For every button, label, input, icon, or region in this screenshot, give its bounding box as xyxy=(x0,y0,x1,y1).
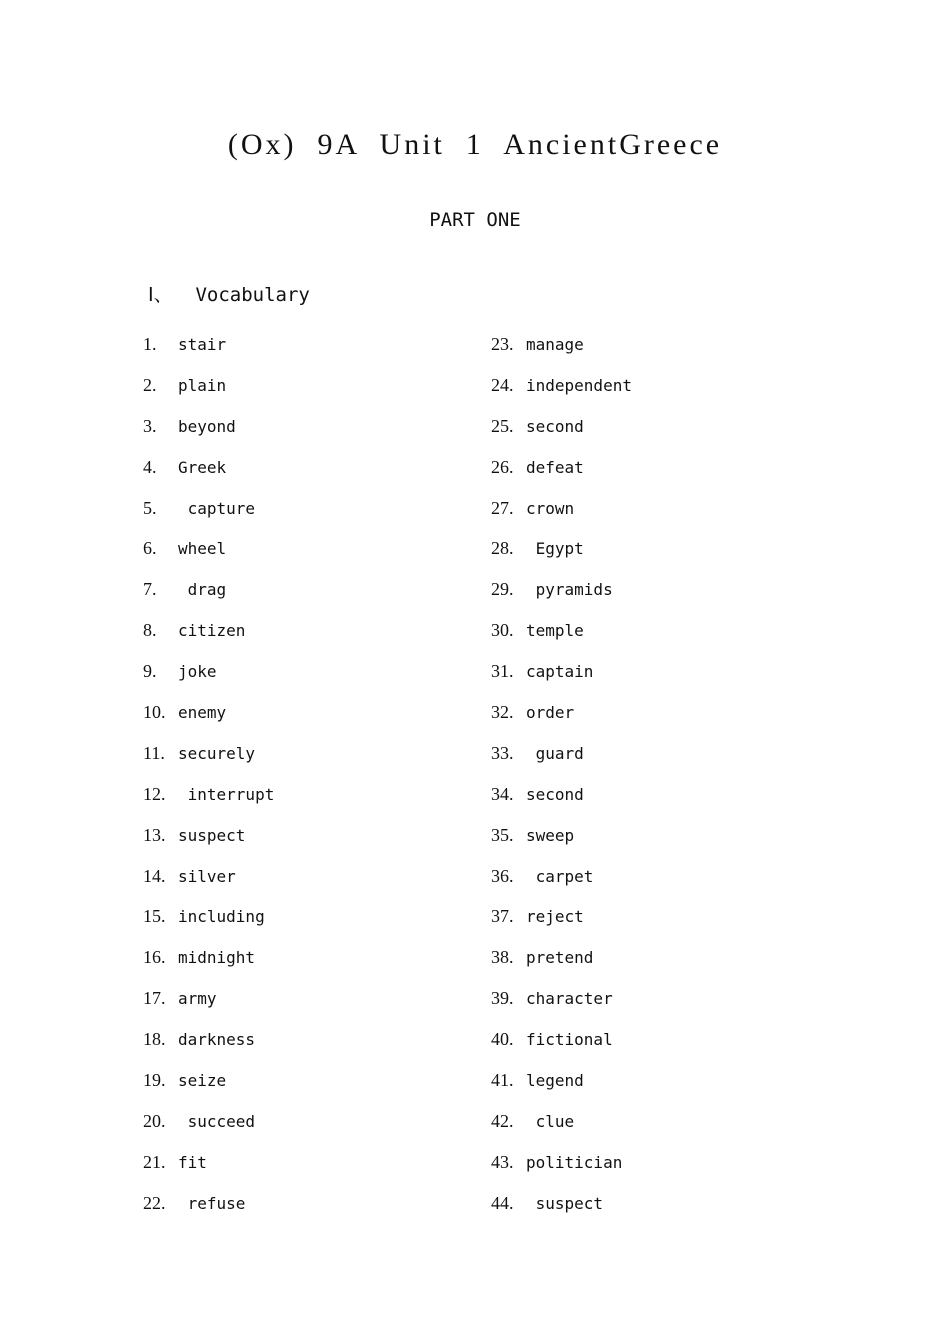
vocabulary-item-number: 26. xyxy=(491,456,514,477)
vocabulary-item-number: 10. xyxy=(143,702,166,723)
vocabulary-item-word: wheel xyxy=(178,539,227,559)
vocabulary-item-number: 21. xyxy=(143,1151,166,1172)
vocabulary-item xyxy=(491,906,632,947)
vocabulary-item xyxy=(491,457,632,498)
vocabulary-item-word: Greek xyxy=(178,457,227,477)
vocabulary-item xyxy=(491,825,632,866)
vocabulary-item-word: seize xyxy=(178,1071,227,1091)
vocabulary-item-number: 42. xyxy=(491,1110,514,1131)
vocabulary-item-word: beyond xyxy=(178,416,236,436)
vocabulary-item-number: 9. xyxy=(143,661,157,682)
vocabulary-item xyxy=(491,579,632,620)
vocabulary-item-word: clue xyxy=(526,1111,575,1131)
vocabulary-item-number: 8. xyxy=(143,620,157,641)
vocabulary-item xyxy=(143,743,274,784)
vocabulary-item-number: 6. xyxy=(143,538,157,559)
vocabulary-item-number: 12. xyxy=(143,783,166,804)
vocabulary-item-number: 24. xyxy=(491,374,514,395)
vocabulary-item-number: 2. xyxy=(143,374,157,395)
vocabulary-item-word: crown xyxy=(526,498,575,518)
vocabulary-item xyxy=(491,620,632,661)
vocabulary-item xyxy=(491,743,632,784)
vocabulary-item xyxy=(143,702,274,743)
vocabulary-item-number: 4. xyxy=(143,456,157,477)
vocabulary-item xyxy=(491,498,632,539)
vocabulary-item xyxy=(491,416,632,457)
vocabulary-item-number: 16. xyxy=(143,947,166,968)
vocabulary-item-number: 14. xyxy=(143,865,166,886)
vocabulary-item xyxy=(491,988,632,1029)
section-heading: Ⅰ、 Vocabulary xyxy=(148,284,310,306)
vocabulary-item xyxy=(143,1029,274,1070)
vocabulary-item xyxy=(491,375,632,416)
vocabulary-item-word: temple xyxy=(526,621,584,641)
vocabulary-item xyxy=(143,784,274,825)
vocabulary-item-word: darkness xyxy=(178,1030,256,1050)
vocabulary-item-number: 32. xyxy=(491,702,514,723)
vocabulary-item xyxy=(491,1070,632,1111)
vocabulary-item xyxy=(491,661,632,702)
vocabulary-item xyxy=(491,1111,632,1152)
vocabulary-item-word: pretend xyxy=(526,948,594,968)
vocabulary-item-word: second xyxy=(526,784,584,804)
vocabulary-item-word: legend xyxy=(526,1071,584,1091)
vocabulary-item-number: 30. xyxy=(491,620,514,641)
vocabulary-item-word: suspect xyxy=(526,1193,604,1213)
vocabulary-item-word: pyramids xyxy=(526,580,613,600)
vocabulary-item-number: 29. xyxy=(491,579,514,600)
vocabulary-item-number: 35. xyxy=(491,824,514,845)
vocabulary-item xyxy=(143,620,274,661)
vocabulary-item xyxy=(143,988,274,1029)
vocabulary-item-number: 1. xyxy=(143,334,157,354)
vocabulary-item-word: reject xyxy=(526,907,584,927)
vocabulary-item-number: 36. xyxy=(491,865,514,886)
vocabulary-item-number: 33. xyxy=(491,742,514,763)
vocabulary-item-number: 22. xyxy=(143,1192,166,1213)
vocabulary-item-word: carpet xyxy=(526,866,594,886)
vocabulary-item-word: order xyxy=(526,703,575,723)
vocabulary-item-number: 31. xyxy=(491,661,514,682)
vocabulary-item xyxy=(491,702,632,743)
vocabulary-item xyxy=(143,457,274,498)
vocabulary-item-number: 34. xyxy=(491,783,514,804)
vocabulary-item-word: midnight xyxy=(178,948,256,968)
vocabulary-item-word: independent xyxy=(526,375,632,395)
vocabulary-item xyxy=(143,1152,274,1193)
vocabulary-item xyxy=(491,334,632,375)
vocabulary-item-word: defeat xyxy=(526,457,584,477)
vocabulary-item-word: character xyxy=(526,989,613,1009)
vocabulary-item-word: guard xyxy=(526,743,584,763)
vocabulary-item-word: stair xyxy=(178,335,227,354)
vocabulary-item-number: 23. xyxy=(491,334,514,354)
vocabulary-item-number: 40. xyxy=(491,1029,514,1050)
vocabulary-item xyxy=(143,375,274,416)
vocabulary-item-number: 38. xyxy=(491,947,514,968)
vocabulary-item xyxy=(143,498,274,539)
vocabulary-item xyxy=(491,784,632,825)
vocabulary-item-word: fictional xyxy=(526,1030,613,1050)
vocabulary-item xyxy=(143,579,274,620)
vocabulary-item xyxy=(491,1152,632,1193)
vocabulary-item-word: enemy xyxy=(178,703,227,723)
vocabulary-item-word: drag xyxy=(178,580,227,600)
vocabulary-item xyxy=(143,661,274,702)
vocabulary-item-number: 17. xyxy=(143,988,166,1009)
vocabulary-item xyxy=(143,1070,274,1111)
vocabulary-list-right xyxy=(491,334,632,1234)
vocabulary-item xyxy=(143,1193,274,1234)
vocabulary-item-word: refuse xyxy=(178,1193,246,1213)
vocabulary-item xyxy=(491,1193,632,1234)
vocabulary-item-word: captain xyxy=(526,662,594,682)
vocabulary-item-word: joke xyxy=(178,662,217,682)
vocabulary-item-number: 5. xyxy=(143,497,157,518)
vocabulary-item-number: 18. xyxy=(143,1029,166,1050)
vocabulary-item-number: 15. xyxy=(143,906,166,927)
vocabulary-item-number: 28. xyxy=(491,538,514,559)
vocabulary-item xyxy=(143,825,274,866)
vocabulary-item-word: succeed xyxy=(178,1111,256,1131)
vocabulary-item-word: plain xyxy=(178,375,227,395)
vocabulary-item-word: interrupt xyxy=(178,784,275,804)
vocabulary-item-word: second xyxy=(526,416,584,436)
vocabulary-item xyxy=(143,334,274,375)
vocabulary-item-number: 25. xyxy=(491,415,514,436)
vocabulary-item xyxy=(143,906,274,947)
vocabulary-item xyxy=(143,1111,274,1152)
vocabulary-item-word: securely xyxy=(178,743,256,763)
vocabulary-item-word: capture xyxy=(178,498,256,518)
vocabulary-item-number: 19. xyxy=(143,1070,166,1091)
vocabulary-item xyxy=(143,947,274,988)
vocabulary-item-number: 7. xyxy=(143,579,157,600)
vocabulary-item xyxy=(143,538,274,579)
vocabulary-item-number: 41. xyxy=(491,1070,514,1091)
vocabulary-item-number: 11. xyxy=(143,742,165,763)
vocabulary-item-number: 44. xyxy=(491,1192,514,1213)
vocabulary-list-left xyxy=(143,334,274,1234)
vocabulary-item-number: 3. xyxy=(143,415,157,436)
vocabulary-item-number: 43. xyxy=(491,1151,514,1172)
vocabulary-item-word: army xyxy=(178,989,217,1009)
vocabulary-item-number: 20. xyxy=(143,1110,166,1131)
vocabulary-item-number: 39. xyxy=(491,988,514,1009)
vocabulary-item xyxy=(143,416,274,457)
vocabulary-item xyxy=(143,866,274,907)
vocabulary-item-word: Egypt xyxy=(526,539,584,559)
vocabulary-item xyxy=(491,1029,632,1070)
document-title: (Ox) 9A Unit 1 AncientGreece xyxy=(227,128,723,161)
vocabulary-item-number: 37. xyxy=(491,906,514,927)
vocabulary-item-word: manage xyxy=(526,335,584,354)
vocabulary-item-word: suspect xyxy=(178,825,246,845)
vocabulary-item-number: 27. xyxy=(491,497,514,518)
vocabulary-item-word: silver xyxy=(178,866,236,886)
vocabulary-item xyxy=(491,866,632,907)
part-heading: PART ONE xyxy=(429,209,521,231)
vocabulary-item-number: 13. xyxy=(143,824,166,845)
vocabulary-item xyxy=(491,947,632,988)
vocabulary-item xyxy=(491,538,632,579)
vocabulary-item-word: politician xyxy=(526,1152,623,1172)
vocabulary-item-word: including xyxy=(178,907,265,927)
vocabulary-item-word: fit xyxy=(178,1152,207,1172)
vocabulary-item-word: sweep xyxy=(526,825,575,845)
vocabulary-item-word: citizen xyxy=(178,621,246,641)
